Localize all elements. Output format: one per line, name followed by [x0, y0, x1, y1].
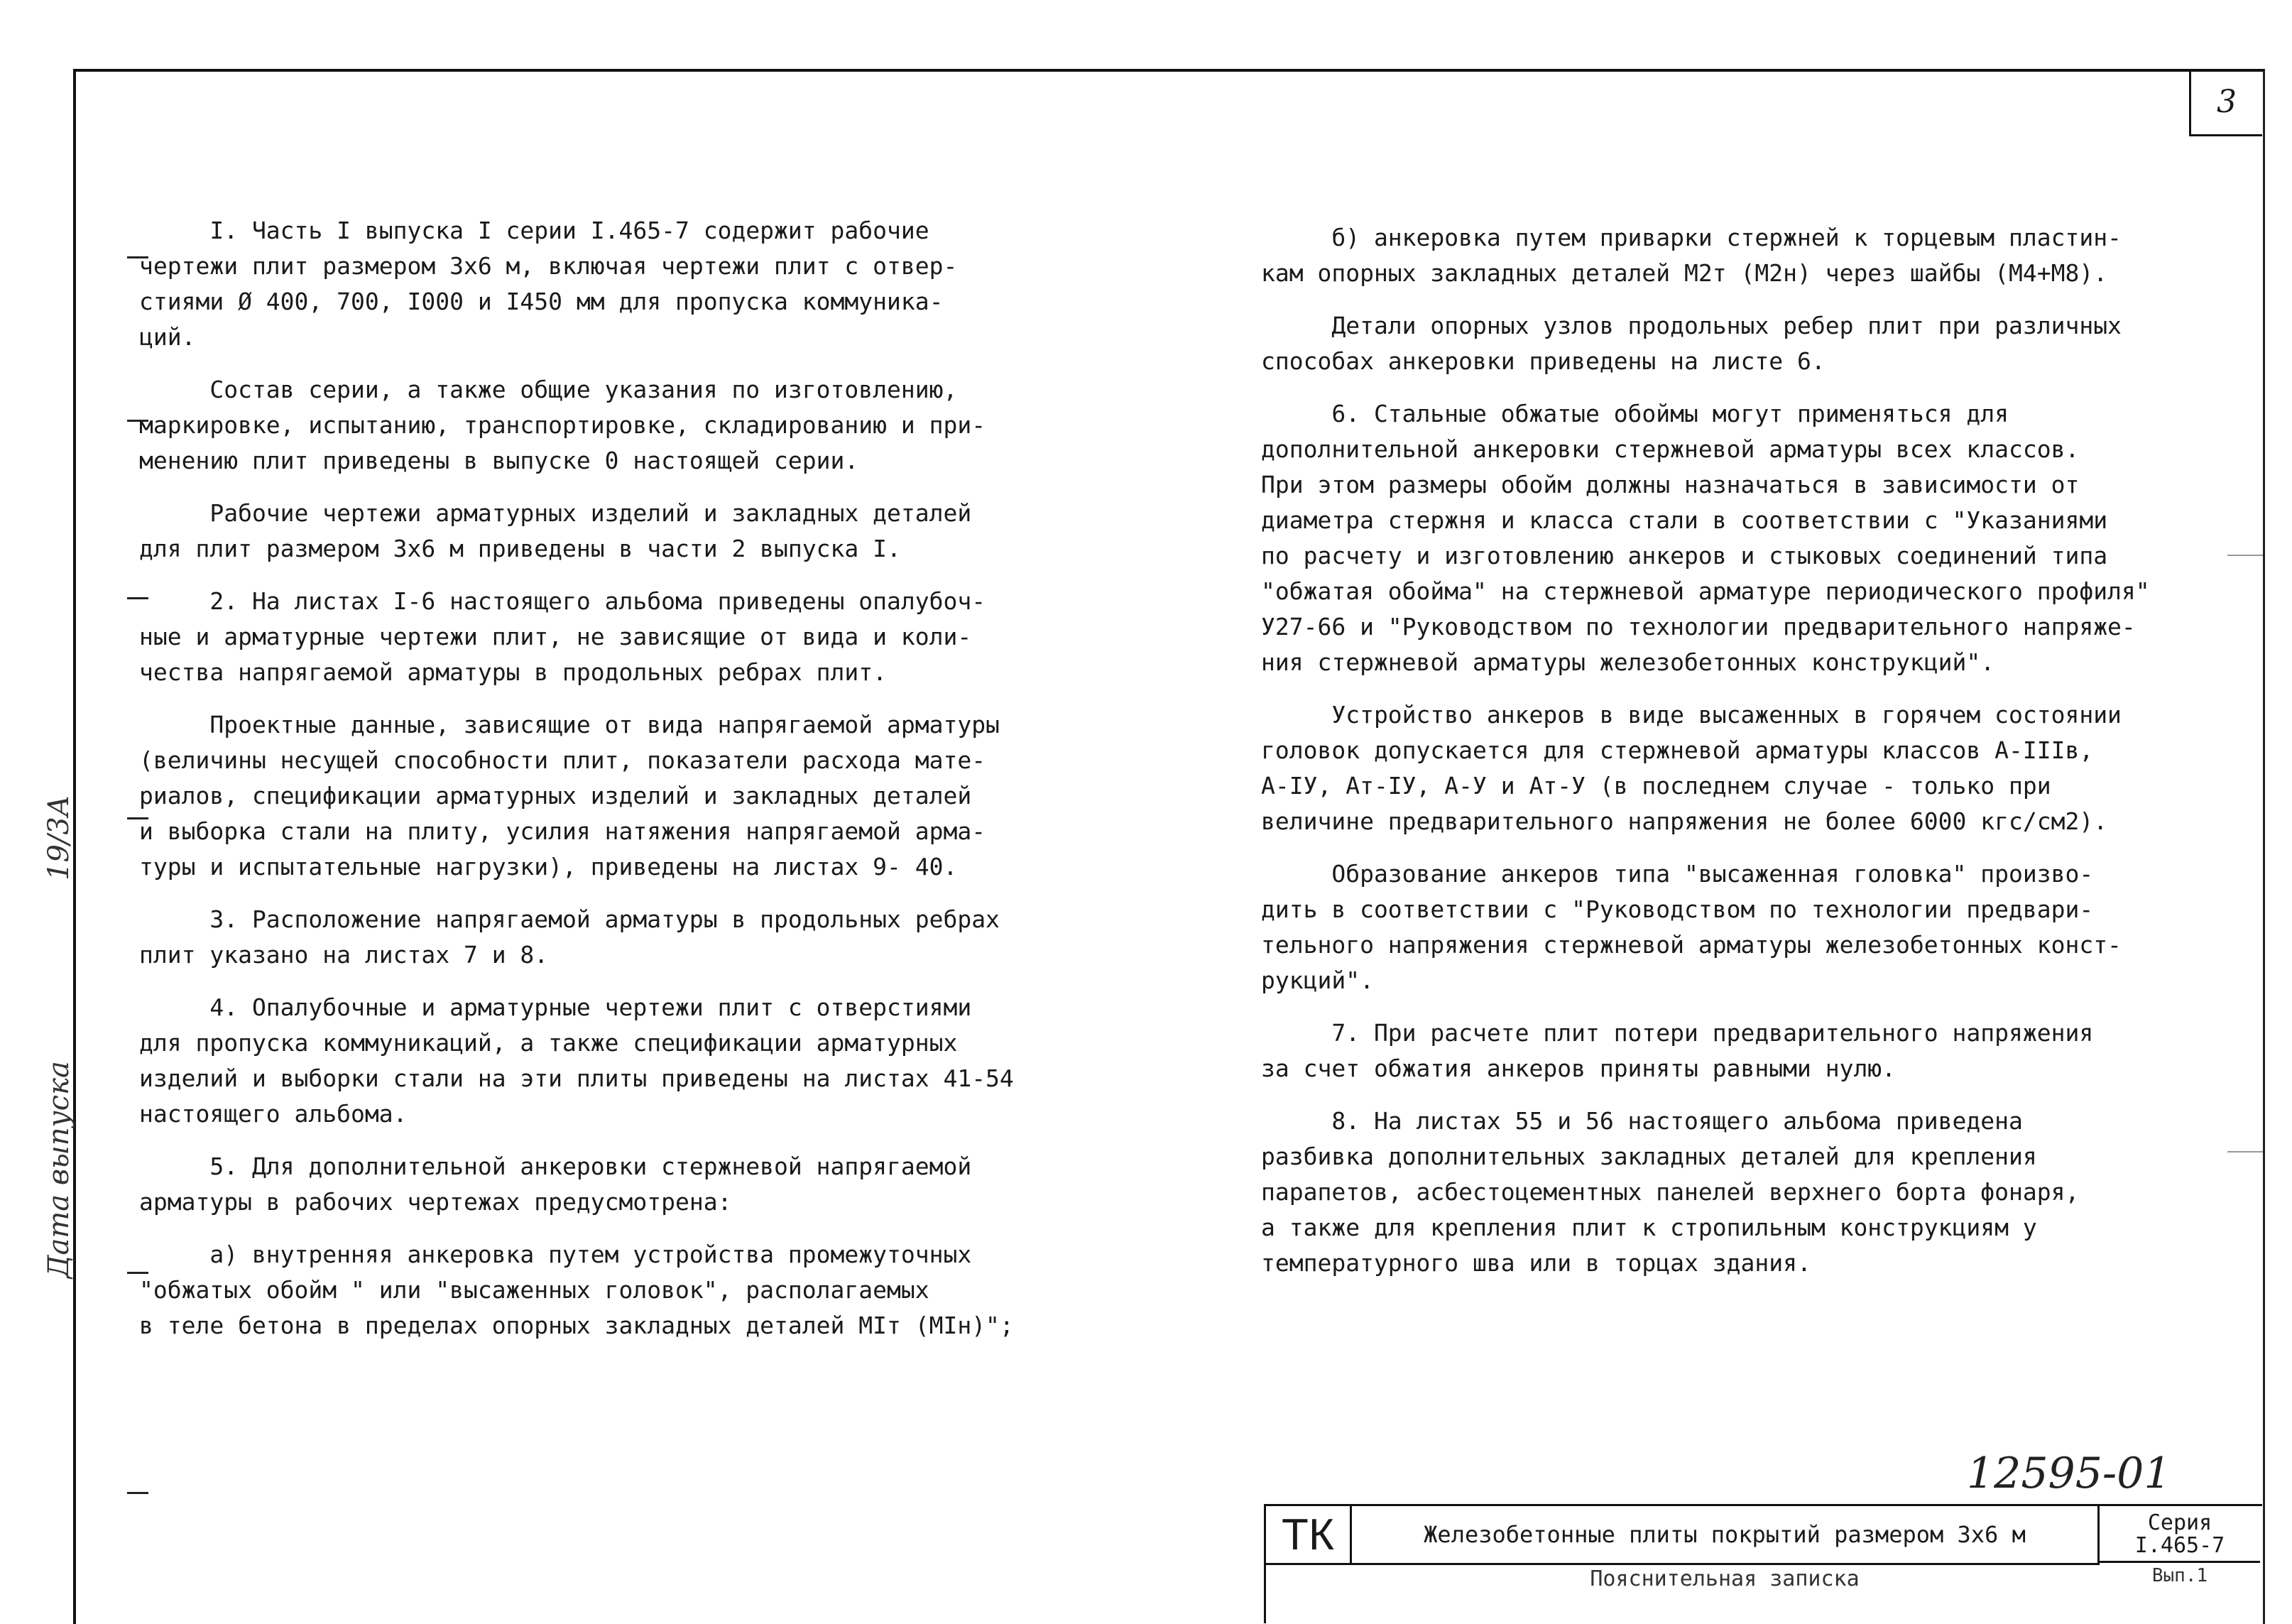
paragraph: Детали опорных узлов продольных ребер плит при различных способах анкеровки приведены на листе 6. [1261, 312, 2122, 375]
paragraph: I. Часть I выпуска I серии I.465-7 содержит рабочие чертежи плит размером 3х6 м, включая чертежи плит с отвер- стиями Ø 400, 700, I000 и I450 мм для пропуска коммуника- ций. [139, 217, 958, 351]
margin-tick [2227, 1151, 2263, 1152]
stamp-title: Железобетонные плиты покрытий размером 3х6 м [1352, 1506, 2100, 1565]
handwritten-number: 12595-01 [1967, 1449, 2171, 1498]
series-value: I.465-7 [2134, 1533, 2225, 1558]
paragraph: 8. На листах 55 и 56 настоящего альбома приведена разбивка дополнительных закладных деталей для крепления парапетов, асбестоцементных панелей верхнего борта фонаря, а также для крепления плит к стропильным конструкциям у температурного шва или в торцах здания. [1261, 1107, 2080, 1277]
margin-tick [2227, 555, 2263, 556]
paragraph: 4. Опалубочные и арматурные чертежи плит с отверстиями для пропуска коммуникаций, а также спецификации арматурных изделий и выборки стали на эти плиты приведены на листах 41-54 настоящего альбома. [139, 993, 1014, 1128]
paragraph: б) анкеровка путем приварки стержней к торцевым пластин- кам опорных закладных деталей М2т (М2н) через шайбы (М4+М8). [1261, 224, 2122, 287]
paragraph: а) внутренняя анкеровка путем устройства промежуточных "обжатых обойм " или "высаженных головок", располагаемых в теле бетона в пределах опорных закладных деталей МIт (МIн)"; [139, 1241, 1014, 1339]
paragraph: Проектные данные, зависящие от вида напрягаемой арматуры (величины несущей способности плит, показатели расхода мате- риалов, спецификации арматурных изделий и закладных деталей и выборка стали на плиту, усилия натяжения напрягаемой арма- туры и испытательные нагрузки), приведены на листах 9- 40. [139, 711, 1000, 881]
stamp-issue: Вып.1 [2151, 1565, 2208, 1586]
paragraph: 5. Для дополнительной анкеровки стержневой напрягаемой арматуры в рабочих чертежах предусмотрена: [139, 1152, 972, 1216]
issue-date-label: Дата выпуска [43, 1061, 75, 1278]
paragraph: 6. Стальные обжатые обоймы могут применяться для дополнительной анкеровки стержневой арматуры всех классов. При этом размеры обойм должны назначаться в зависимости от диаметра стержня и класса стали в соответствии с "Указаниями по расчету и изготовлению анкеров и стыковых соединений типа "обжатая обойма" на стержневой арматуре периодического профиля" У27-66 и "Руководством по технологии предварительного напряже- ния стержневой арматуры железобетонных конструкций". [1261, 400, 2150, 676]
paragraph: 3. Расположение напрягаемой арматуры в продольных ребрах плит указано на листах 7 и 8. [139, 905, 1000, 969]
stamp-series [2100, 1506, 2260, 1563]
paragraph: 7. При расчете плит потери предварительного напряжения за счет обжатия анкеров приняты равными нулю. [1261, 1019, 2094, 1082]
series-label: Серия [2147, 1510, 2212, 1535]
margin-tick [127, 1492, 148, 1494]
page-number: 3 [2189, 69, 2262, 136]
paragraph: 2. На листах I-6 настоящего альбома приведены опалубоч- ные и арматурные чертежи плит, не зависящие от вида и коли- чества напрягаемой арматуры в продольных ребрах плит. [139, 587, 986, 686]
paragraph: Образование анкеров типа "высаженная головка" произво- дить в соответствии с "Руководством по технологии предвари- тельного напряжения стержневой арматуры железобетонных конст- рукций". [1261, 860, 2122, 994]
paragraph: Рабочие чертежи арматурных изделий и закладных деталей для плит размером 3х6 м приведены в части 2 выпуска I. [139, 499, 972, 562]
title-block [1264, 1504, 2262, 1623]
left-column-text [139, 213, 1014, 1361]
margin-number: 19/3А [43, 795, 75, 881]
stamp-subtitle: Пояснительная записка [1590, 1566, 1860, 1591]
paragraph: Состав серии, а также общие указания по изготовлению, маркировке, испытанию, транспортировке, складированию и при- менению плит приведены в выпуске 0 настоящей серии. [139, 376, 986, 474]
paragraph: Устройство анкеров в виде высаженных в горячем состоянии головок допускается для стержневой арматуры классов А-IIIв, А-IУ, Ат-IУ, А-У и Ат-У (в последнем случае - только при величине предварительного напряжения не более 6000 кгс/см2). [1261, 701, 2122, 835]
right-column-text [1261, 220, 2150, 1298]
tk-mark: ТК [1266, 1506, 1352, 1565]
